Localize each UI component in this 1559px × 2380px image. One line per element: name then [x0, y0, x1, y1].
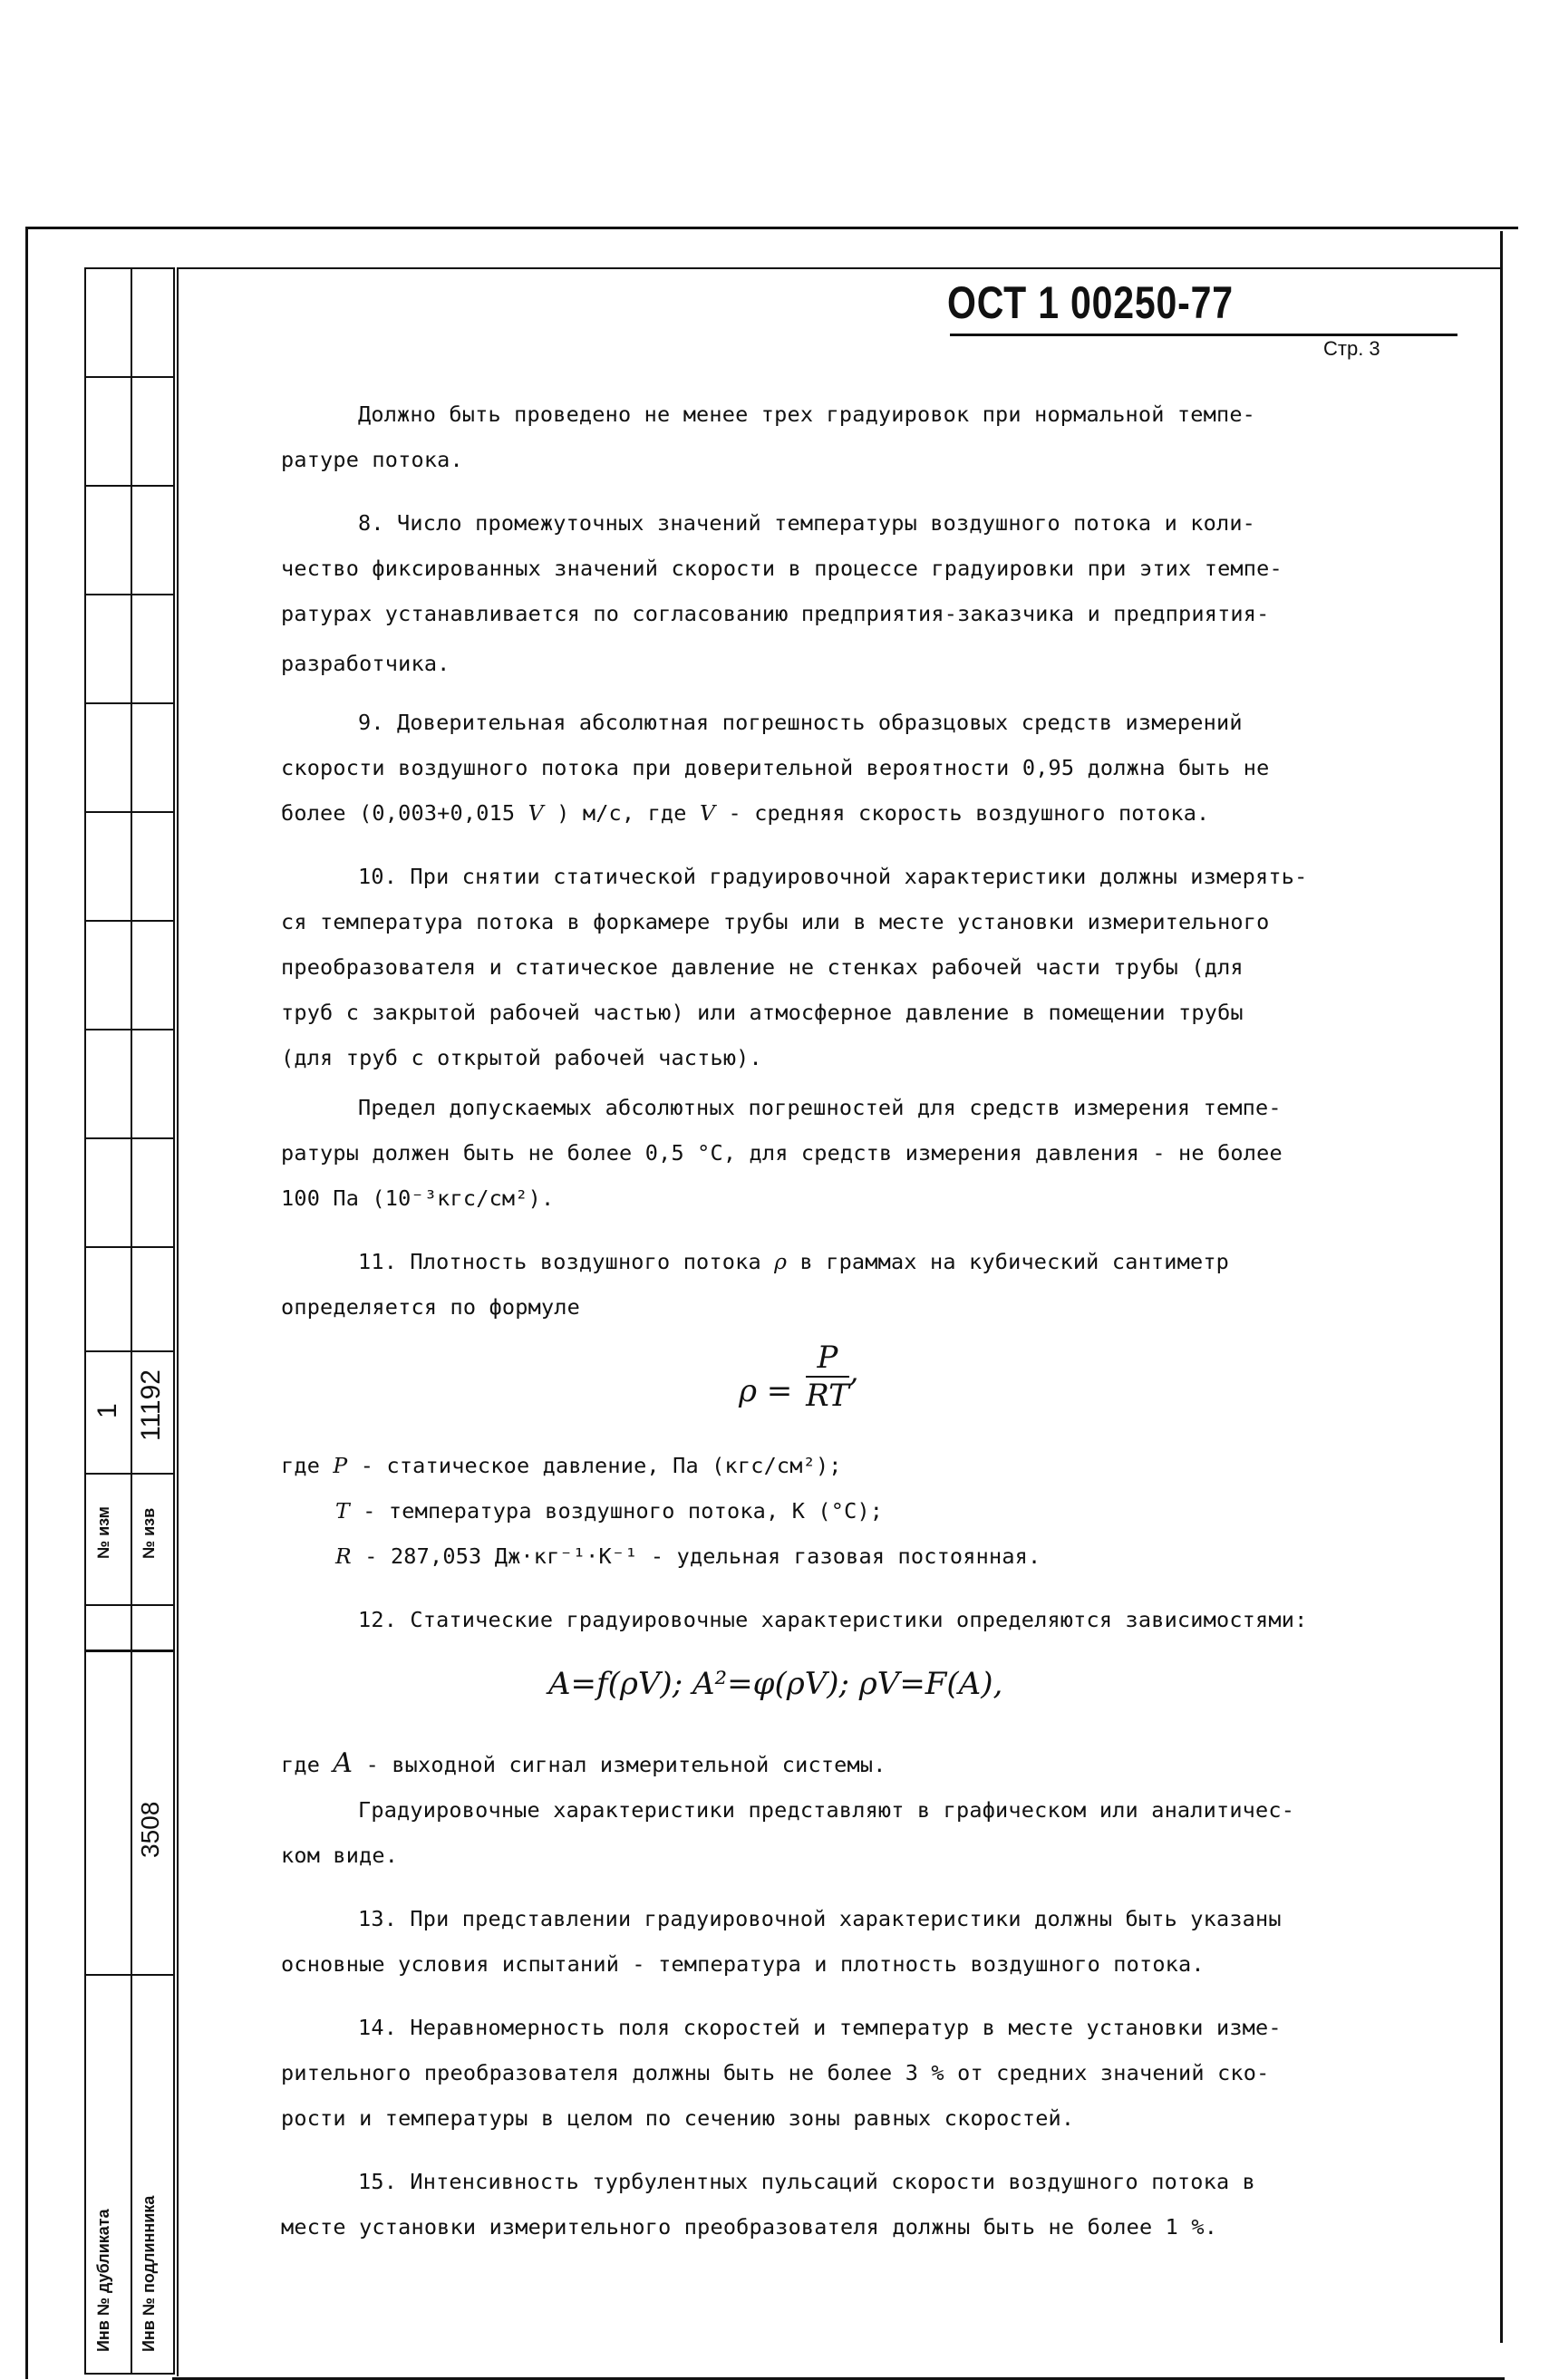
- text-line: рительного преобразователя должны быть не более 3 % от средних значений ско-: [281, 2060, 1270, 2085]
- stamp-rule: [84, 1029, 175, 1030]
- text-line: 10. При снятии статической градуировочной характеристики должны измерять-: [358, 864, 1308, 889]
- text-line: скорости воздушного потока при доверительной вероятности 0,95 должна быть не: [281, 755, 1270, 780]
- text-line: 100 Па (10⁻³кгс/см²).: [281, 1185, 555, 1211]
- text-line: 12. Статические градуировочные характеристики определяются зависимостями:: [358, 1607, 1308, 1632]
- text-line: 11. Плотность воздушного потока ρ в граммах на кубический сантиметр: [358, 1249, 1230, 1274]
- text-line: R - 287,053 Дж·кг⁻¹·К⁻¹ - удельная газовая постоянная.: [335, 1543, 1041, 1569]
- text-line: 8. Число промежуточных значений температуры воздушного потока и коли-: [358, 510, 1256, 536]
- text-line: Предел допускаемых абсолютных погрешностей для средств измерения темпе-: [358, 1095, 1282, 1120]
- stamp-dubl-label: Инв № дубликата: [94, 2209, 112, 2352]
- text-line: труб с закрытой рабочей частью) или атмосферное давление в помещении трубы: [281, 1000, 1244, 1025]
- text-line: определяется по формуле: [281, 1294, 581, 1320]
- text-line: 9. Доверительная абсолютная погрешность образцовых средств измерений: [358, 710, 1243, 735]
- stamp-rule: [84, 811, 175, 813]
- text-line: более (0,003+0,015 V ) м/с, где V - средняя скорость воздушного потока.: [281, 800, 1210, 826]
- text-line: 15. Интенсивность турбулентных пульсаций скорости воздушного потока в: [358, 2169, 1256, 2194]
- header-underline: [950, 334, 1457, 336]
- text-line: разработчика.: [281, 651, 450, 676]
- stamp-rule: [84, 920, 175, 922]
- text-line: ком виде.: [281, 1843, 399, 1868]
- stamp-izm-label: № изм: [94, 1506, 112, 1559]
- text-line: рости и температуры в целом по сечению зоны равных скоростей.: [281, 2105, 1075, 2131]
- margin-stamp: [84, 267, 175, 2375]
- stamp-izv-value: 11192: [136, 1369, 166, 1441]
- text-line: месте установки измерительного преобразователя должны быть не более 1 %.: [281, 2214, 1218, 2240]
- stamp-rule: [84, 1650, 175, 1652]
- text-line: ратуры должен быть не более 0,5 °С, для средств измерения давления - не более: [281, 1140, 1283, 1166]
- text-line: основные условия испытаний - температура и плотность воздушного потока.: [281, 1951, 1205, 1977]
- text-line: ратурах устанавливается по согласованию предприятия-заказчика и предприятия-: [281, 601, 1270, 626]
- stamp-rule: [84, 485, 175, 487]
- text-line: преобразователя и статическое давление не стенках рабочей части трубы (для: [281, 954, 1244, 980]
- stamp-rule: [84, 1473, 175, 1475]
- text-line: T - температура воздушного потока, К (°С);: [335, 1498, 884, 1524]
- text-line: Должно быть проведено не менее трех градуировок при нормальной темпе-: [358, 402, 1256, 427]
- text-line: 13. При представлении градуировочной характеристики должны быть указаны: [358, 1906, 1282, 1931]
- text-line: 14. Неравномерность поля скоростей и температур в месте установки изме-: [358, 2015, 1282, 2040]
- stamp-rule: [84, 1246, 175, 1248]
- stamp-rule: [84, 594, 175, 595]
- text-line: где A - выходной сигнал измерительной системы.: [281, 1747, 886, 1779]
- stamp-izm-value: 1: [92, 1403, 122, 1418]
- text-line: ся температура потока в форкамере трубы или в месте установки измерительного: [281, 909, 1270, 934]
- stamp-rule: [84, 376, 175, 378]
- page-number: Стр. 3: [1323, 337, 1380, 360]
- stamp-rule: [84, 1974, 175, 1976]
- text-line: где P - статическое давление, Па (кгс/см²);: [281, 1453, 842, 1478]
- stamp-podl-label: Инв № подлинника: [140, 2195, 158, 2352]
- stamp-podl-number: 3508: [136, 1801, 164, 1858]
- stamp-rule: [84, 1350, 175, 1352]
- doc-code: ОСТ 1 00250-77: [947, 277, 1234, 328]
- calibration-formulas: A=f(ρV); A²=φ(ρV); ρV=F(A),: [548, 1666, 1003, 1702]
- text-line: Градуировочные характеристики представляют в графическом или аналитичес-: [358, 1797, 1295, 1823]
- frame-right-border: [1500, 231, 1503, 2343]
- stamp-divider: [131, 267, 132, 2375]
- stamp-rule: [84, 702, 175, 704]
- text-line: (для труб с открытой рабочей частью).: [281, 1045, 762, 1070]
- stamp-rule: [84, 1137, 175, 1139]
- stamp-izv-label: № изв: [140, 1507, 158, 1559]
- text-line: ратуре потока.: [281, 447, 463, 472]
- text-line: чество фиксированных значений скорости в процессе градуировки при этих темпе-: [281, 556, 1283, 581]
- stamp-rule: [84, 1604, 175, 1606]
- density-formula: ρ = $\frac{P}{RT}$ ,: [739, 1340, 859, 1414]
